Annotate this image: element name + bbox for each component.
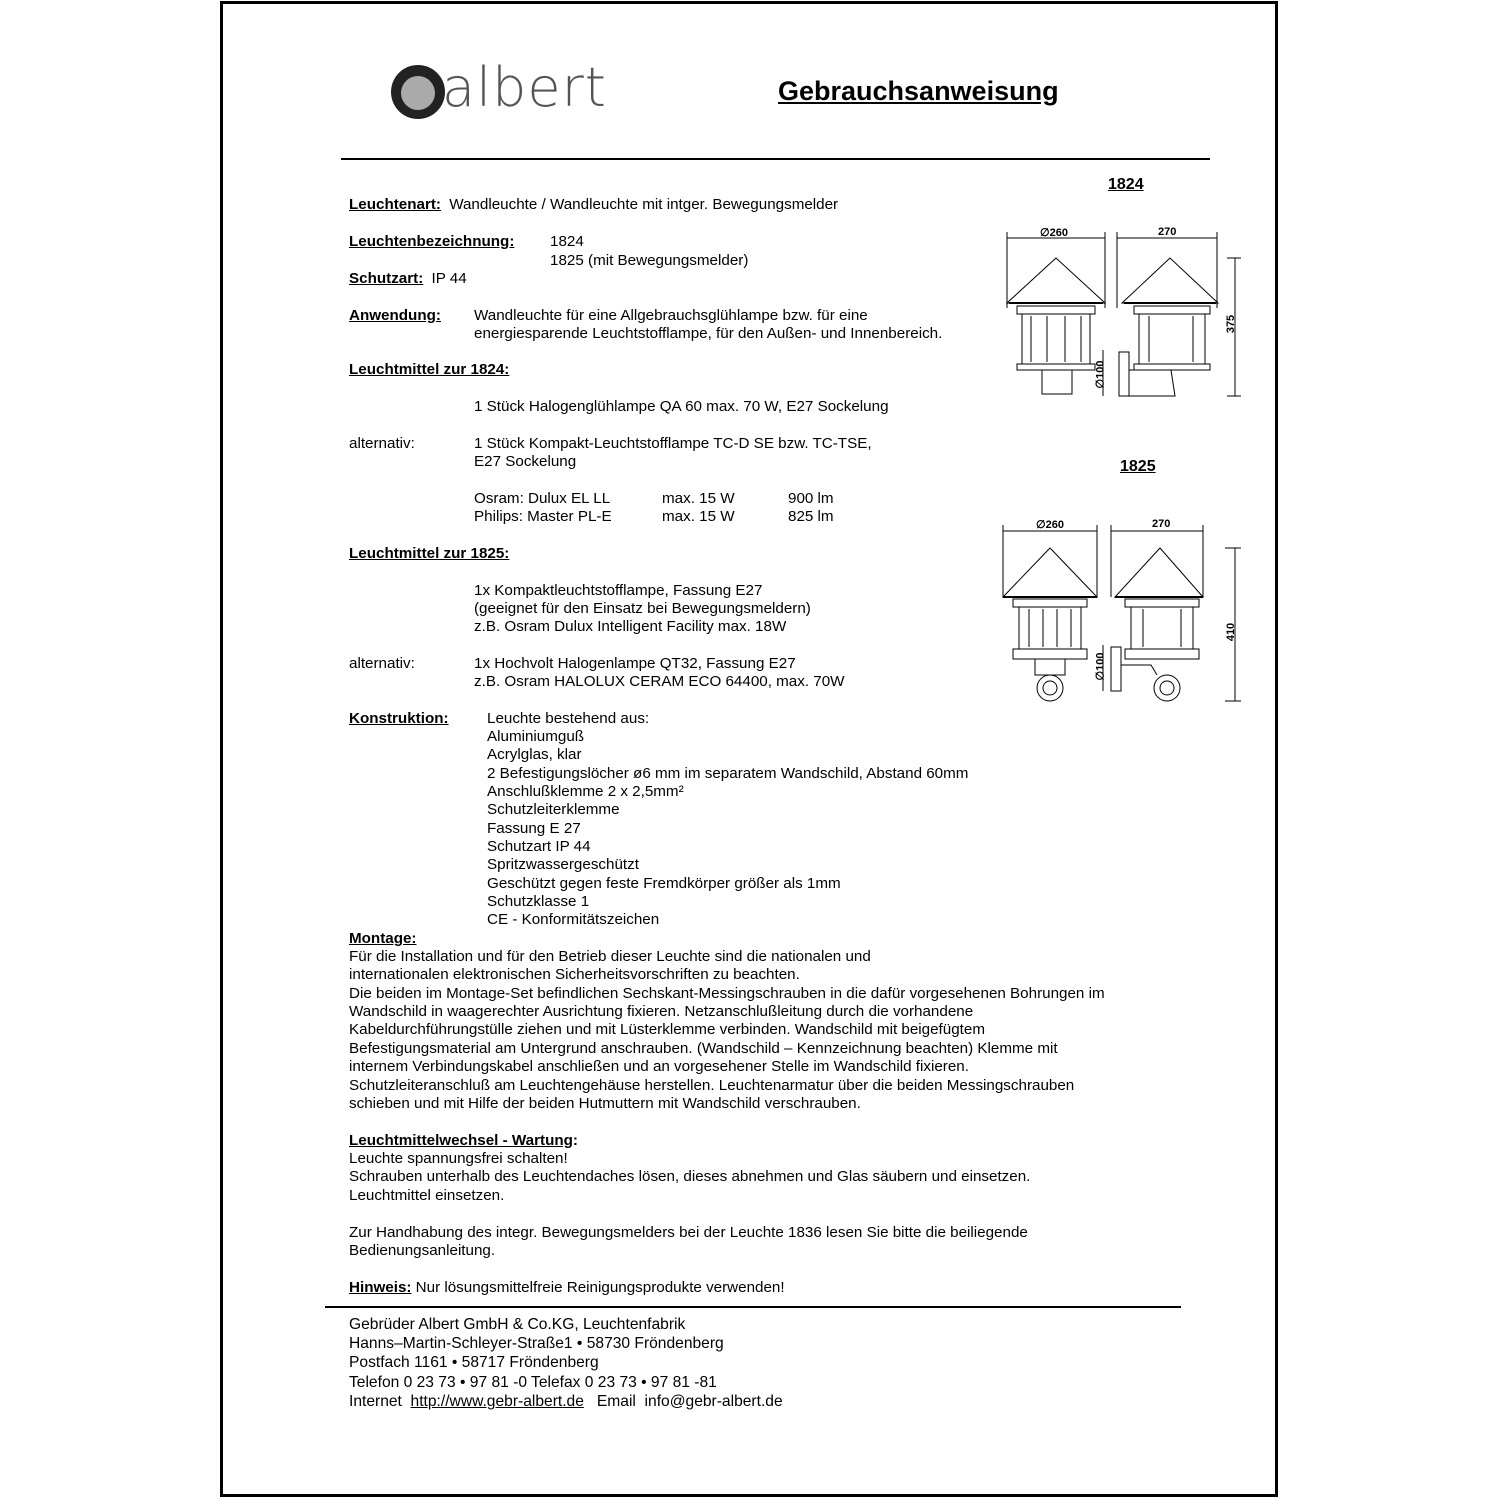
lamp-table-cell: 900 lm — [788, 490, 834, 507]
konstruktion-item: Schutzleiterklemme — [487, 801, 620, 818]
handhabung-line: Bedienungsanleitung. — [349, 1242, 496, 1259]
konstruktion-item: Schutzart IP 44 — [487, 838, 591, 855]
lm1825-line-2: (geeignet für den Einsatz bei Bewegungsmeldern) — [474, 600, 811, 617]
wartung-colon: : — [572, 1132, 578, 1149]
lm1825-line-1: 1x Kompaktleuchtstofflampe, Fassung E27 — [474, 582, 763, 599]
dim-1824-height: 375 — [1225, 314, 1238, 334]
montage-heading: Montage: — [349, 930, 417, 947]
montage-line: Kabeldurchführungstülle ziehen und mit Lüsterklemme verbinden. Wandschild mit beigefügtem — [349, 1021, 985, 1038]
anwendung-label: Anwendung: — [349, 307, 441, 324]
montage-line: Für die Installation und für den Betrieb dieser Leuchte sind die nationalen und — [349, 948, 871, 965]
drawing-1824-title: 1824 — [1108, 176, 1144, 193]
dim-1824-diameter: ∅260 — [1040, 227, 1068, 239]
footer-contact-row — [349, 1392, 783, 1411]
konstruktion-item: Fassung E 27 — [487, 820, 581, 837]
leuchtenart-value: Wandleuchte / Wandleuchte mit intger. Bewegungsmelder — [449, 196, 839, 213]
footer-divider — [325, 1306, 1181, 1308]
montage-line: Schutzleiteranschluß am Leuchtengehäuse herstellen. Leuchtenarmatur über die beiden Messingschrauben — [349, 1077, 1075, 1094]
montage-line: Befestigungsmaterial am Untergrund anschrauben. (Wandschild – Kennzeichnung beachten) Klemme mit — [349, 1040, 1058, 1057]
leuchtenart-row — [349, 196, 838, 214]
lamp-table-cell: Philips: Master PL-E — [474, 508, 612, 525]
lm1824-alt-line-1: 1 Stück Kompakt-Leuchtstofflampe TC-D SE bzw. TC-TSE, — [474, 435, 872, 452]
konstruktion-item: Acrylglas, klar — [487, 746, 582, 763]
lamp-table-cell: Osram: Dulux EL LL — [474, 490, 611, 507]
hinweis-text: Nur lösungsmittelfreie Reinigungsprodukte verwenden! — [411, 1279, 785, 1296]
footer-line: Postfach 1161 • 58717 Fröndenberg — [349, 1354, 599, 1371]
anwendung-line-2: energiesparende Leuchtstofflampe, für den Außen- und Innenbereich. — [474, 325, 943, 342]
dim-1825-height: 410 — [1225, 622, 1238, 642]
dim-1824-bracket: ∅100 — [1094, 360, 1107, 389]
montage-line: internationalen elektronischen Sicherheitsvorschriften zu beachten. — [349, 966, 800, 983]
hinweis-label: Hinweis: — [349, 1279, 412, 1296]
wartung-line: Schrauben unterhalb des Leuchtendaches lösen, dieses abnehmen und Glas säubern und einsetzen. — [349, 1168, 1031, 1185]
lm1825-heading: Leuchtmittel zur 1825: — [349, 545, 510, 562]
lm1824-alt-line-2: E27 Sockelung — [474, 453, 577, 470]
lm1824-main: 1 Stück Halogenglühlampe QA 60 max. 70 W, E27 Sockelung — [474, 398, 889, 415]
montage-line: Die beiden im Montage-Set befindlichen Sechskant-Messingschrauben in die dafür vorgesehenen Bohrungen im — [349, 985, 1105, 1002]
bezeichnung-value-1: 1824 — [550, 233, 584, 250]
lm1825-alt-label: alternativ: — [349, 655, 415, 672]
lamp-table-cell: 825 lm — [788, 508, 834, 525]
lamp-1825-drawing — [995, 515, 1255, 715]
header-divider — [341, 158, 1210, 160]
lm1825-alt-line-1: 1x Hochvolt Halogenlampe QT32, Fassung E27 — [474, 655, 796, 672]
drawing-1825-title: 1825 — [1120, 458, 1156, 475]
footer-line: Telefon 0 23 73 • 97 81 -0 Telefax 0 23 73 • 97 81 -81 — [349, 1374, 717, 1391]
bezeichnung-value-2: 1825 (mit Bewegungsmelder) — [550, 252, 749, 269]
schutzart-row — [349, 270, 467, 288]
email-text: Email info@gebr-albert.de — [583, 1393, 783, 1410]
montage-line: Wandschild in waagerechter Ausrichtung fixieren. Netzanschlußleitung durch die vorhandene — [349, 1003, 974, 1020]
page-title: Gebrauchsanweisung — [778, 76, 1059, 106]
anwendung-line-1: Wandleuchte für eine Allgebrauchsglühlampe bzw. für eine — [474, 307, 868, 324]
lm1825-line-3: z.B. Osram Dulux Intelligent Facility max. 18W — [474, 618, 787, 635]
konstruktion-item: Anschlußklemme 2 x 2,5mm² — [487, 783, 684, 800]
wartung-heading: Leuchtmittelwechsel - Wartung — [349, 1132, 573, 1149]
dim-1825-depth: 270 — [1152, 518, 1171, 530]
lm1824-heading: Leuchtmittel zur 1824: — [349, 361, 510, 378]
handhabung-line: Zur Handhabung des integr. Bewegungsmelders bei der Leuchte 1836 lesen Sie bitte die beiliegende — [349, 1224, 1028, 1241]
wartung-line: Leuchte spannungsfrei schalten! — [349, 1150, 568, 1167]
montage-line: schieben und mit Hilfe der beiden Hutmuttern mit Wandschild verschrauben. — [349, 1095, 861, 1112]
konstruktion-item: Aluminiumguß — [487, 728, 585, 745]
footer-line: Gebrüder Albert GmbH & Co.KG, Leuchtenfabrik — [349, 1316, 686, 1333]
schutzart-label: Schutzart: — [349, 270, 424, 287]
leuchtenart-label: Leuchtenart: — [349, 196, 441, 213]
konstruktion-item: CE - Konformitätszeichen — [487, 911, 660, 928]
wartung-heading-row — [349, 1132, 578, 1150]
dim-1825-bracket: ∅100 — [1094, 652, 1107, 681]
wartung-line: Leuchtmittel einsetzen. — [349, 1187, 505, 1204]
konstruktion-item: 2 Befestigungslöcher ø6 mm im separatem Wandschild, Abstand 60mm — [487, 765, 969, 782]
konstruktion-item: Geschützt gegen feste Fremdkörper größer als 1mm — [487, 875, 841, 892]
konstruktion-item: Leuchte bestehend aus: — [487, 710, 650, 727]
lamp-table-cell: max. 15 W — [662, 490, 735, 507]
footer-line: Hanns–Martin-Schleyer-Straße1 • 58730 Fröndenberg — [349, 1335, 724, 1352]
albert-logo — [388, 56, 628, 122]
lm1825-alt-line-2: z.B. Osram HALOLUX CERAM ECO 64400, max. 70W — [474, 673, 845, 690]
schutzart-value: IP 44 — [431, 270, 467, 287]
konstruktion-item: Schutzklasse 1 — [487, 893, 590, 910]
konstruktion-item: Spritzwassergeschützt — [487, 856, 639, 873]
dim-1825-diameter: ∅260 — [1036, 519, 1064, 531]
lamp-table-cell: max. 15 W — [662, 508, 735, 525]
montage-line: internem Verbindungskabel anschließen und an vorgesehener Stelle im Wandschild fixieren. — [349, 1058, 969, 1075]
bezeichnung-label: Leuchtenbezeichnung: — [349, 233, 515, 250]
website-link[interactable]: http://www.gebr-albert.de — [410, 1393, 584, 1410]
lamp-1824-drawing — [995, 220, 1255, 410]
logo-text: albert — [442, 56, 607, 119]
lm1824-alt-label: alternativ: — [349, 435, 415, 452]
logo-mark-icon — [388, 62, 448, 122]
internet-label: Internet — [349, 1393, 411, 1410]
dim-1824-depth: 270 — [1158, 226, 1177, 238]
konstruktion-label: Konstruktion: — [349, 710, 449, 727]
hinweis-row — [349, 1279, 785, 1297]
